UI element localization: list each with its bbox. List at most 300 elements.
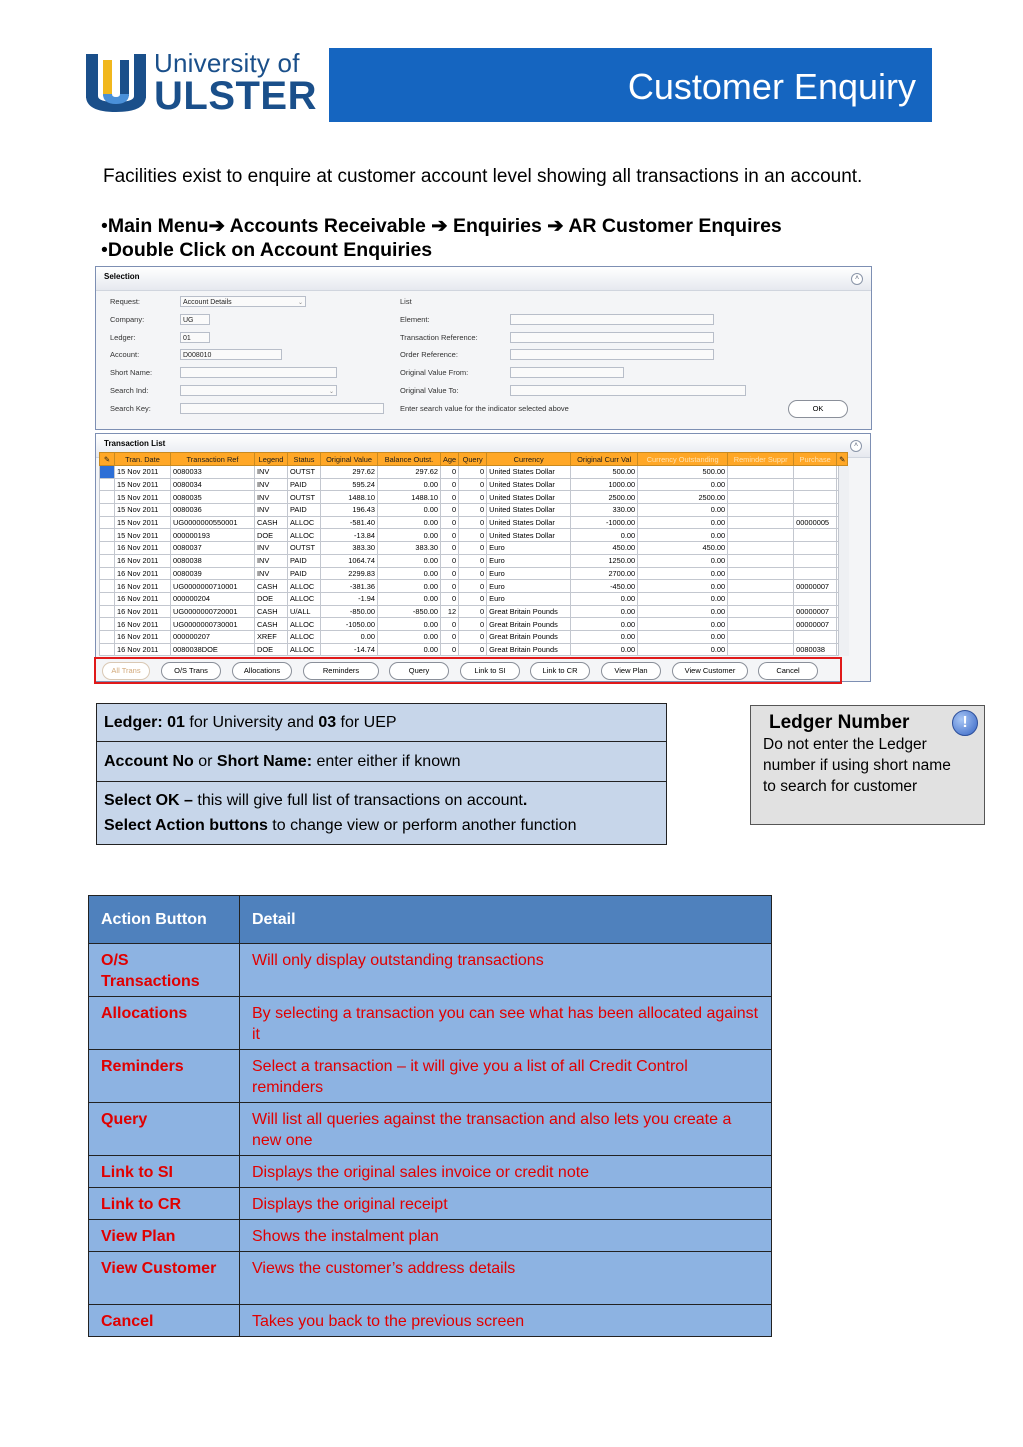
table-cell: 0: [459, 516, 487, 529]
table-cell: [794, 592, 837, 605]
row-selector[interactable]: [100, 618, 115, 631]
table-cell: 1064.74: [321, 554, 378, 567]
action-detail: Will list all queries against the transaction and also lets you create a new one: [240, 1103, 772, 1156]
row-selector[interactable]: [100, 516, 115, 529]
table-cell: 0.00: [638, 516, 728, 529]
table-row[interactable]: [100, 567, 848, 580]
short-name-label: Short Name:: [110, 368, 153, 377]
table-row[interactable]: [100, 580, 848, 593]
table-cell: 15 Nov 2011: [115, 466, 171, 479]
table-cell: 330.00: [571, 504, 638, 517]
table-cell: PAID: [288, 554, 321, 567]
table-cell: Great Britain Pounds: [487, 605, 571, 618]
column-header[interactable]: Tran. Date: [115, 453, 171, 466]
table-cell: -581.40: [321, 516, 378, 529]
order-ref-input[interactable]: [510, 349, 714, 360]
table-cell: INV: [255, 542, 288, 555]
table-cell: -850.00: [321, 605, 378, 618]
table-cell: 16 Nov 2011: [115, 580, 171, 593]
info-alert-icon: !: [952, 710, 978, 736]
table-cell: 0080034: [171, 478, 255, 491]
table-cell: 15 Nov 2011: [115, 478, 171, 491]
table-cell: ALLOC: [288, 580, 321, 593]
ledger-label: Ledger:: [110, 333, 136, 342]
table-cell: 12: [441, 605, 459, 618]
table-cell: XREF: [255, 630, 288, 643]
table-cell: 0080035: [171, 491, 255, 504]
table-cell: [794, 554, 837, 567]
table-cell: 0: [441, 478, 459, 491]
request-label: Request:: [110, 297, 141, 306]
table-cell: 0.00: [638, 630, 728, 643]
table-cell: 0.00: [638, 554, 728, 567]
table-cell: 0.00: [378, 554, 441, 567]
table-cell: UG0000000710001: [171, 580, 255, 593]
table-cell: -1.94: [321, 592, 378, 605]
ledger-number-callout: [750, 705, 985, 825]
arrow-right-icon: ➔: [431, 215, 453, 237]
table-cell: 297.62: [378, 466, 441, 479]
action-header: Action Button: [89, 896, 240, 944]
table-cell: United States Dollar: [487, 478, 571, 491]
table-cell: 16 Nov 2011: [115, 542, 171, 555]
table-cell: 0080038: [171, 554, 255, 567]
menu-path-bullet: •Main Menu➔ Accounts Receivable ➔ Enquiries ➔ AR Customer Enquires: [101, 215, 782, 237]
table-cell: INV: [255, 466, 288, 479]
menu-path-customer: AR Customer Enquires: [568, 215, 782, 237]
table-cell: INV: [255, 491, 288, 504]
table-cell: 500.00: [638, 466, 728, 479]
table-cell: 000000193: [171, 529, 255, 542]
logo-text-line1: University of: [154, 48, 300, 78]
table-cell: PAID: [288, 567, 321, 580]
link-to-si-button[interactable]: Link to SI: [460, 662, 520, 680]
table-row[interactable]: [100, 542, 848, 555]
column-header[interactable]: Original Curr Val: [571, 453, 638, 466]
reminders-button[interactable]: Reminders: [303, 662, 379, 680]
action-detail: Displays the original receipt: [240, 1188, 772, 1220]
row-selector[interactable]: [100, 630, 115, 643]
table-cell: 297.62: [321, 466, 378, 479]
table-row[interactable]: [100, 491, 848, 504]
table-cell: 16 Nov 2011: [115, 618, 171, 631]
table-cell: 0080037: [171, 542, 255, 555]
orig-value-from-label: Original Value From:: [400, 368, 469, 377]
element-label: Element:: [400, 315, 430, 324]
table-cell: [794, 542, 837, 555]
collapse-icon[interactable]: ˄: [850, 440, 862, 452]
table-row[interactable]: [100, 554, 848, 567]
table-row: [89, 944, 772, 997]
table-cell: [728, 504, 794, 517]
table-cell: UG0000000730001: [171, 618, 255, 631]
table-cell: 0: [459, 592, 487, 605]
table-cell: 16 Nov 2011: [115, 630, 171, 643]
link-to-cr-button[interactable]: Link to CR: [530, 662, 590, 680]
action-button-table: [88, 895, 772, 1337]
table-cell: CASH: [255, 605, 288, 618]
orig-value-from-input[interactable]: [510, 367, 624, 378]
table-cell: 0080039: [171, 567, 255, 580]
chevron-down-icon: ⌄: [328, 389, 334, 395]
table-cell: United States Dollar: [487, 504, 571, 517]
table-cell: 0.00: [638, 504, 728, 517]
table-cell: 0080038DOE: [171, 643, 255, 656]
allocations-button[interactable]: Allocations: [232, 662, 292, 680]
table-cell: INV: [255, 504, 288, 517]
table-cell: 00000007: [794, 605, 837, 618]
table-cell: 2299.83: [321, 567, 378, 580]
short-name-input[interactable]: [180, 367, 337, 378]
table-cell: [728, 605, 794, 618]
table-cell: 15 Nov 2011: [115, 516, 171, 529]
table-cell: 0: [441, 618, 459, 631]
action-detail: Displays the original sales invoice or credit note: [240, 1156, 772, 1188]
table-cell: 0: [459, 643, 487, 656]
table-cell: 0: [441, 504, 459, 517]
action-detail: Shows the instalment plan: [240, 1220, 772, 1252]
table-cell: 0.00: [571, 592, 638, 605]
select-ok-dot: .: [522, 792, 528, 809]
table-cell: Euro: [487, 542, 571, 555]
vertical-scrollbar[interactable]: [838, 466, 849, 656]
action-detail: Views the customer’s address details: [240, 1252, 772, 1305]
search-key-input[interactable]: [180, 403, 384, 414]
action-name: O/S Transactions: [89, 944, 240, 997]
table-cell: [728, 516, 794, 529]
company-input[interactable]: UG: [180, 314, 210, 325]
table-cell: 0: [459, 567, 487, 580]
row-selector[interactable]: [100, 580, 115, 593]
table-cell: 0.00: [378, 580, 441, 593]
logo-text-line2: ULSTER: [154, 74, 317, 118]
row-selector[interactable]: [100, 478, 115, 491]
action-name: Reminders: [89, 1050, 240, 1103]
table-cell: [728, 554, 794, 567]
table-cell: DOE: [255, 592, 288, 605]
row-selector[interactable]: [100, 567, 115, 580]
table-cell: 0.00: [638, 605, 728, 618]
table-cell: 000000207: [171, 630, 255, 643]
table-cell: United States Dollar: [487, 529, 571, 542]
table-cell: [728, 643, 794, 656]
row-selector[interactable]: [100, 491, 115, 504]
column-header[interactable]: Original Value: [321, 453, 378, 466]
table-cell: 0.00: [378, 592, 441, 605]
row-selector[interactable]: [100, 529, 115, 542]
table-cell: [794, 478, 837, 491]
column-header[interactable]: Balance Outst.: [378, 453, 441, 466]
table-cell: 450.00: [571, 542, 638, 555]
table-cell: -381.36: [321, 580, 378, 593]
cancel-button[interactable]: Cancel: [758, 662, 818, 680]
ledger-text-2: for UEP: [336, 714, 397, 731]
table-row[interactable]: [100, 466, 848, 479]
column-header[interactable]: Query: [459, 453, 487, 466]
table-cell: -1050.00: [321, 618, 378, 631]
table-cell: [794, 567, 837, 580]
table-cell: 0.00: [378, 529, 441, 542]
table-cell: ALLOC: [288, 592, 321, 605]
column-header[interactable]: Currency Outstanding: [638, 453, 728, 466]
table-cell: 0080038: [794, 643, 837, 656]
search-key-label: Search Key:: [110, 404, 151, 413]
account-label: Account:: [110, 350, 140, 359]
table-row[interactable]: [100, 630, 848, 643]
table-cell: U/ALL: [288, 605, 321, 618]
table-cell: -1000.00: [571, 516, 638, 529]
table-cell: 0.00: [638, 618, 728, 631]
table-cell: 2700.00: [571, 567, 638, 580]
action-name: View Customer: [89, 1252, 240, 1305]
table-cell: 0.00: [321, 630, 378, 643]
table-cell: 0.00: [378, 516, 441, 529]
table-cell: Euro: [487, 554, 571, 567]
action-name: Allocations: [89, 997, 240, 1050]
table-cell: [794, 529, 837, 542]
table-cell: -450.00: [571, 580, 638, 593]
callout-title: Ledger Number: [769, 712, 910, 733]
action-name: Link to CR: [89, 1188, 240, 1220]
table-row: [89, 1156, 772, 1188]
column-header[interactable]: Age: [441, 453, 459, 466]
table-cell: 0.00: [571, 618, 638, 631]
select-ok-text: this will give full list of transactions on account: [192, 792, 523, 809]
table-cell: [794, 491, 837, 504]
table-cell: 0: [459, 542, 487, 555]
table-row[interactable]: [100, 605, 848, 618]
table-cell: 0: [441, 643, 459, 656]
action-detail: By selecting a transaction you can see what has been allocated against it: [240, 997, 772, 1050]
table-row: [89, 1305, 772, 1337]
all-trans-button[interactable]: All Trans: [102, 662, 150, 680]
row-selector[interactable]: [100, 504, 115, 517]
table-cell: 15 Nov 2011: [115, 529, 171, 542]
table-cell: Euro: [487, 580, 571, 593]
table-cell: 16 Nov 2011: [115, 554, 171, 567]
page-title: Customer Enquiry: [627, 66, 916, 107]
table-cell: 0.00: [571, 605, 638, 618]
table-cell: 00000007: [794, 580, 837, 593]
table-cell: 0.00: [378, 618, 441, 631]
table-row[interactable]: [100, 643, 848, 656]
table-row: [89, 1252, 772, 1305]
row-selector[interactable]: [100, 542, 115, 555]
table-cell: 15 Nov 2011: [115, 491, 171, 504]
request-select[interactable]: Account Details ⌄: [180, 296, 306, 307]
edit-icon[interactable]: ✎: [837, 453, 848, 466]
column-header[interactable]: Legend: [255, 453, 288, 466]
table-cell: OUTST: [288, 491, 321, 504]
table-cell: 0: [441, 580, 459, 593]
table-cell: 196.43: [321, 504, 378, 517]
element-input[interactable]: [510, 314, 714, 325]
search-ind-select[interactable]: [180, 385, 337, 396]
table-cell: [728, 529, 794, 542]
search-ind-label: Search Ind:: [110, 386, 149, 395]
table-cell: 000000204: [171, 592, 255, 605]
os-trans-button[interactable]: O/S Trans: [161, 662, 221, 680]
table-cell: INV: [255, 567, 288, 580]
account-bold: Account No: [104, 753, 194, 770]
table-cell: 16 Nov 2011: [115, 605, 171, 618]
table-cell: [728, 567, 794, 580]
table-cell: 0: [459, 630, 487, 643]
orig-value-to-input[interactable]: [510, 385, 746, 396]
account-or: or: [193, 753, 217, 770]
table-row[interactable]: [100, 516, 848, 529]
column-header[interactable]: Purchase: [794, 453, 837, 466]
table-cell: PAID: [288, 504, 321, 517]
table-cell: DOE: [255, 529, 288, 542]
table-cell: United States Dollar: [487, 466, 571, 479]
action-detail: Select a transaction – it will give you a list of all Credit Control reminders: [240, 1050, 772, 1103]
chevron-down-icon: ⌄: [297, 300, 303, 306]
table-cell: 0: [441, 491, 459, 504]
transaction-ref-label: Transaction Reference:: [400, 333, 478, 342]
table-row: [89, 1188, 772, 1220]
select-action-text: to change view or perform another function: [267, 817, 577, 834]
table-cell: 0.00: [378, 504, 441, 517]
table-cell: 0: [441, 592, 459, 605]
table-row: [89, 1220, 772, 1252]
table-cell: 0: [459, 580, 487, 593]
table-cell: 16 Nov 2011: [115, 567, 171, 580]
selection-panel-title: Selection: [96, 267, 871, 291]
table-cell: Great Britain Pounds: [487, 630, 571, 643]
query-button[interactable]: Query: [389, 662, 449, 680]
table-cell: 0: [459, 466, 487, 479]
column-header[interactable]: Currency: [487, 453, 571, 466]
table-cell: 1488.10: [378, 491, 441, 504]
table-cell: 383.30: [321, 542, 378, 555]
menu-path-enquiries: Enquiries: [452, 215, 542, 237]
table-cell: 0: [459, 529, 487, 542]
table-cell: 00000005: [794, 516, 837, 529]
table-row: [89, 1050, 772, 1103]
view-plan-button[interactable]: View Plan: [601, 662, 661, 680]
table-cell: 0.00: [378, 630, 441, 643]
callout-body: Do not enter the Ledger number if using short name to search for customer: [763, 736, 951, 795]
table-cell: 0080033: [171, 466, 255, 479]
short-name-bold: Short Name:: [216, 753, 313, 770]
action-name: Link to SI: [89, 1156, 240, 1188]
table-row[interactable]: [100, 618, 848, 631]
table-cell: 0: [441, 529, 459, 542]
row-selector[interactable]: [100, 592, 115, 605]
table-cell: DOE: [255, 643, 288, 656]
table-cell: 0.00: [571, 630, 638, 643]
table-cell: -13.84: [321, 529, 378, 542]
table-cell: [728, 542, 794, 555]
info-row-account: [97, 742, 667, 782]
table-cell: 0.00: [571, 643, 638, 656]
ledger-bold-2: 03: [318, 714, 337, 731]
table-cell: 0.00: [638, 567, 728, 580]
ledger-info-table: [96, 703, 667, 845]
table-cell: CASH: [255, 618, 288, 631]
transaction-ref-input[interactable]: [510, 332, 714, 343]
menu-path-ar: Accounts Receivable: [229, 215, 426, 237]
account-input[interactable]: D008010: [180, 349, 282, 360]
table-cell: 0: [459, 554, 487, 567]
ledger-bold: Ledger: 01: [104, 714, 185, 731]
column-header[interactable]: Status: [288, 453, 321, 466]
row-selector[interactable]: [100, 605, 115, 618]
row-selector[interactable]: [100, 466, 115, 479]
table-cell: ALLOC: [288, 643, 321, 656]
view-customer-button[interactable]: View Customer: [672, 662, 748, 680]
title-banner: [329, 48, 932, 122]
table-cell: 2500.00: [638, 491, 728, 504]
table-cell: PAID: [288, 478, 321, 491]
select-action-bold: Select Action buttons: [104, 817, 268, 834]
action-name: Cancel: [89, 1305, 240, 1337]
table-cell: 00000007: [794, 618, 837, 631]
column-header[interactable]: Reminder Suppr: [728, 453, 794, 466]
table-row[interactable]: [100, 478, 848, 491]
table-cell: 595.24: [321, 478, 378, 491]
table-cell: CASH: [255, 580, 288, 593]
table-cell: 0: [441, 466, 459, 479]
table-cell: OUTST: [288, 466, 321, 479]
table-cell: Euro: [487, 592, 571, 605]
table-row[interactable]: [100, 504, 848, 517]
table-cell: [728, 466, 794, 479]
table-cell: [728, 491, 794, 504]
table-cell: 0.00: [378, 478, 441, 491]
row-selector[interactable]: [100, 643, 115, 656]
table-cell: [794, 466, 837, 479]
column-header[interactable]: Transaction Ref: [171, 453, 255, 466]
ledger-input[interactable]: 01: [180, 332, 210, 343]
table-cell: CASH: [255, 516, 288, 529]
table-cell: ALLOC: [288, 630, 321, 643]
table-row: [89, 1103, 772, 1156]
double-click-text: Double Click on Account Enquiries: [107, 239, 433, 261]
row-selector[interactable]: [100, 554, 115, 567]
table-cell: 0080036: [171, 504, 255, 517]
table-cell: 1488.10: [321, 491, 378, 504]
table-cell: 0: [441, 554, 459, 567]
table-cell: Great Britain Pounds: [487, 643, 571, 656]
table-cell: 0.00: [378, 643, 441, 656]
table-cell: 0: [441, 516, 459, 529]
table-cell: 0: [441, 542, 459, 555]
list-label: List: [400, 297, 412, 306]
table-cell: 16 Nov 2011: [115, 592, 171, 605]
table-row[interactable]: [100, 592, 848, 605]
collapse-icon[interactable]: ˄: [851, 273, 863, 285]
table-cell: UG0000000550001: [171, 516, 255, 529]
table-cell: 0.00: [638, 580, 728, 593]
action-name: Query: [89, 1103, 240, 1156]
table-row[interactable]: [100, 529, 848, 542]
ok-button[interactable]: OK: [788, 400, 848, 418]
company-label: Company:: [110, 315, 145, 324]
select-ok-bold: Select OK –: [104, 792, 193, 809]
table-cell: [728, 618, 794, 631]
table-cell: 0.00: [638, 592, 728, 605]
table-cell: [728, 478, 794, 491]
table-cell: -14.74: [321, 643, 378, 656]
table-cell: 0.00: [378, 567, 441, 580]
table-cell: 500.00: [571, 466, 638, 479]
search-hint: Enter search value for the indicator selected above: [400, 404, 569, 413]
ledger-text: for University and: [184, 714, 319, 731]
table-cell: INV: [255, 478, 288, 491]
table-cell: [728, 630, 794, 643]
